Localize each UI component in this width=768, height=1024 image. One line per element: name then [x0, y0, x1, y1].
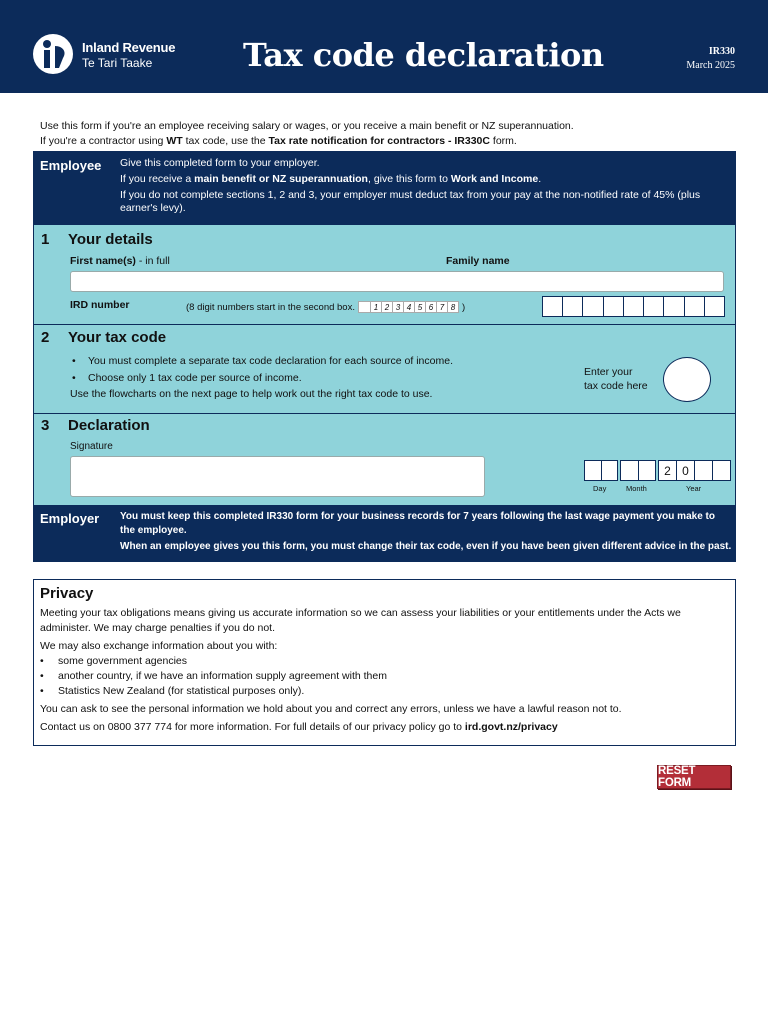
ird-digit-box[interactable] [663, 297, 683, 316]
ird-digit-box[interactable] [704, 297, 724, 316]
form-code: IR330 [708, 46, 735, 57]
enter-tax-code-label: Enter your tax code here [584, 366, 648, 392]
section-2-number: 2 [41, 329, 50, 346]
day-label: Day [593, 484, 607, 493]
list-item: • Choose only 1 tax code per source of income. [70, 370, 453, 387]
section-1-number: 1 [41, 231, 50, 248]
year-prefix-digit: 0 [676, 461, 694, 480]
ird-number-label: IRD number [70, 299, 130, 311]
privacy-section [33, 579, 736, 746]
date-month-input[interactable] [620, 460, 656, 481]
signature-field[interactable] [70, 456, 485, 497]
ird-number-input[interactable] [542, 296, 725, 317]
ird-digit-box[interactable] [562, 297, 582, 316]
page-header [0, 0, 768, 93]
list-item: • another country, if we have an information supply agreement with them [40, 669, 729, 684]
section-1-title: Your details [68, 231, 153, 248]
privacy-paragraph: You can ask to see the personal information we hold about you and correct any errors, unless we have a lawful reason not to. [40, 703, 622, 715]
employee-instructions: Give this completed form to your employer. If you receive a main benefit or NZ superannuation, give this form to Work and Income. If you do not complete sections 1, 2 and 3, your employer must deduct tax from your pay at the non-notified rate of 45% (plus earner's levy). [120, 157, 701, 214]
name-input-field[interactable] [70, 271, 724, 292]
form-date: March 2025 [686, 60, 735, 71]
list-item: • You must complete a separate tax code declaration for each source of income. [70, 353, 453, 370]
privacy-title: Privacy [40, 585, 94, 602]
ird-digit-box[interactable] [543, 297, 562, 316]
ird-digit-box[interactable] [643, 297, 663, 316]
section-3-title: Declaration [68, 417, 150, 434]
section-3-number: 3 [41, 417, 50, 434]
year-label: Year [686, 484, 702, 493]
intro-text [40, 119, 740, 149]
intro-line-2: If you're a contractor using WT tax code, use the Tax rate notification for contractors - IR330C form. [40, 135, 517, 147]
ird-digit-box[interactable] [582, 297, 602, 316]
ird-digit-box[interactable] [684, 297, 704, 316]
privacy-contact: Contact us on 0800 377 774 for more information. For full details of our privacy policy go to ird.govt.nz/privacy [40, 721, 558, 733]
employer-instructions: You must keep this completed IR330 form for your business records for 7 years following the last wage payment you make to the employee. When an employee gives you this form, you must change their tax code, even if you have been given different advice in the past. [120, 511, 732, 552]
employee-label: Employee [40, 158, 102, 173]
flowchart-note: Use the flowcharts on the next page to help work out the right tax code to use. [70, 388, 433, 400]
reset-form-button[interactable]: RESET FORM [657, 765, 731, 789]
date-day-input[interactable] [584, 460, 618, 481]
tax-code-instructions [70, 353, 453, 387]
inland-revenue-logo-icon [33, 34, 73, 74]
employer-band [34, 505, 735, 561]
tax-code-input[interactable] [663, 357, 711, 402]
ird-number-hint: (8 digit numbers start in the second box. 1 2 3 4 5 6 7 8 ) [186, 301, 466, 313]
year-prefix-digit: 2 [664, 463, 671, 478]
privacy-paragraph: We may also exchange information about you with: [40, 640, 278, 652]
signature-label: Signature [70, 441, 113, 452]
privacy-paragraph: Meeting your tax obligations means giving us accurate information so we can assess your liabilities or your entitlements under the Acts we administer. We may charge penalties if you do not. [40, 607, 681, 634]
month-label: Month [626, 484, 647, 493]
section-divider [34, 413, 735, 414]
page-title: Tax code declaration [243, 36, 604, 74]
employee-band [34, 152, 735, 225]
employer-label: Employer [40, 511, 100, 526]
privacy-list [40, 654, 729, 699]
section-2-title: Your tax code [68, 329, 167, 346]
org-name-maori: Te Tari Taake [82, 56, 153, 70]
first-name-label: First name(s) - in full [70, 255, 170, 267]
ird-digit-box[interactable] [623, 297, 643, 316]
privacy-link[interactable]: ird.govt.nz/privacy [464, 721, 558, 733]
section-divider [34, 324, 735, 325]
ird-hint-example-boxes: 1 2 3 4 5 6 7 8 [358, 301, 459, 313]
date-year-input[interactable] [658, 460, 731, 481]
form-frame [33, 151, 736, 562]
list-item: • some government agencies [40, 654, 729, 669]
list-item: • Statistics New Zealand (for statistical purposes only). [40, 684, 729, 699]
ird-digit-box[interactable] [603, 297, 623, 316]
intro-line-1: Use this form if you're an employee receiving salary or wages, or you receive a main benefit or NZ superannuation. [40, 120, 574, 132]
family-name-label: Family name [446, 255, 510, 267]
org-name: Inland Revenue [82, 40, 176, 55]
